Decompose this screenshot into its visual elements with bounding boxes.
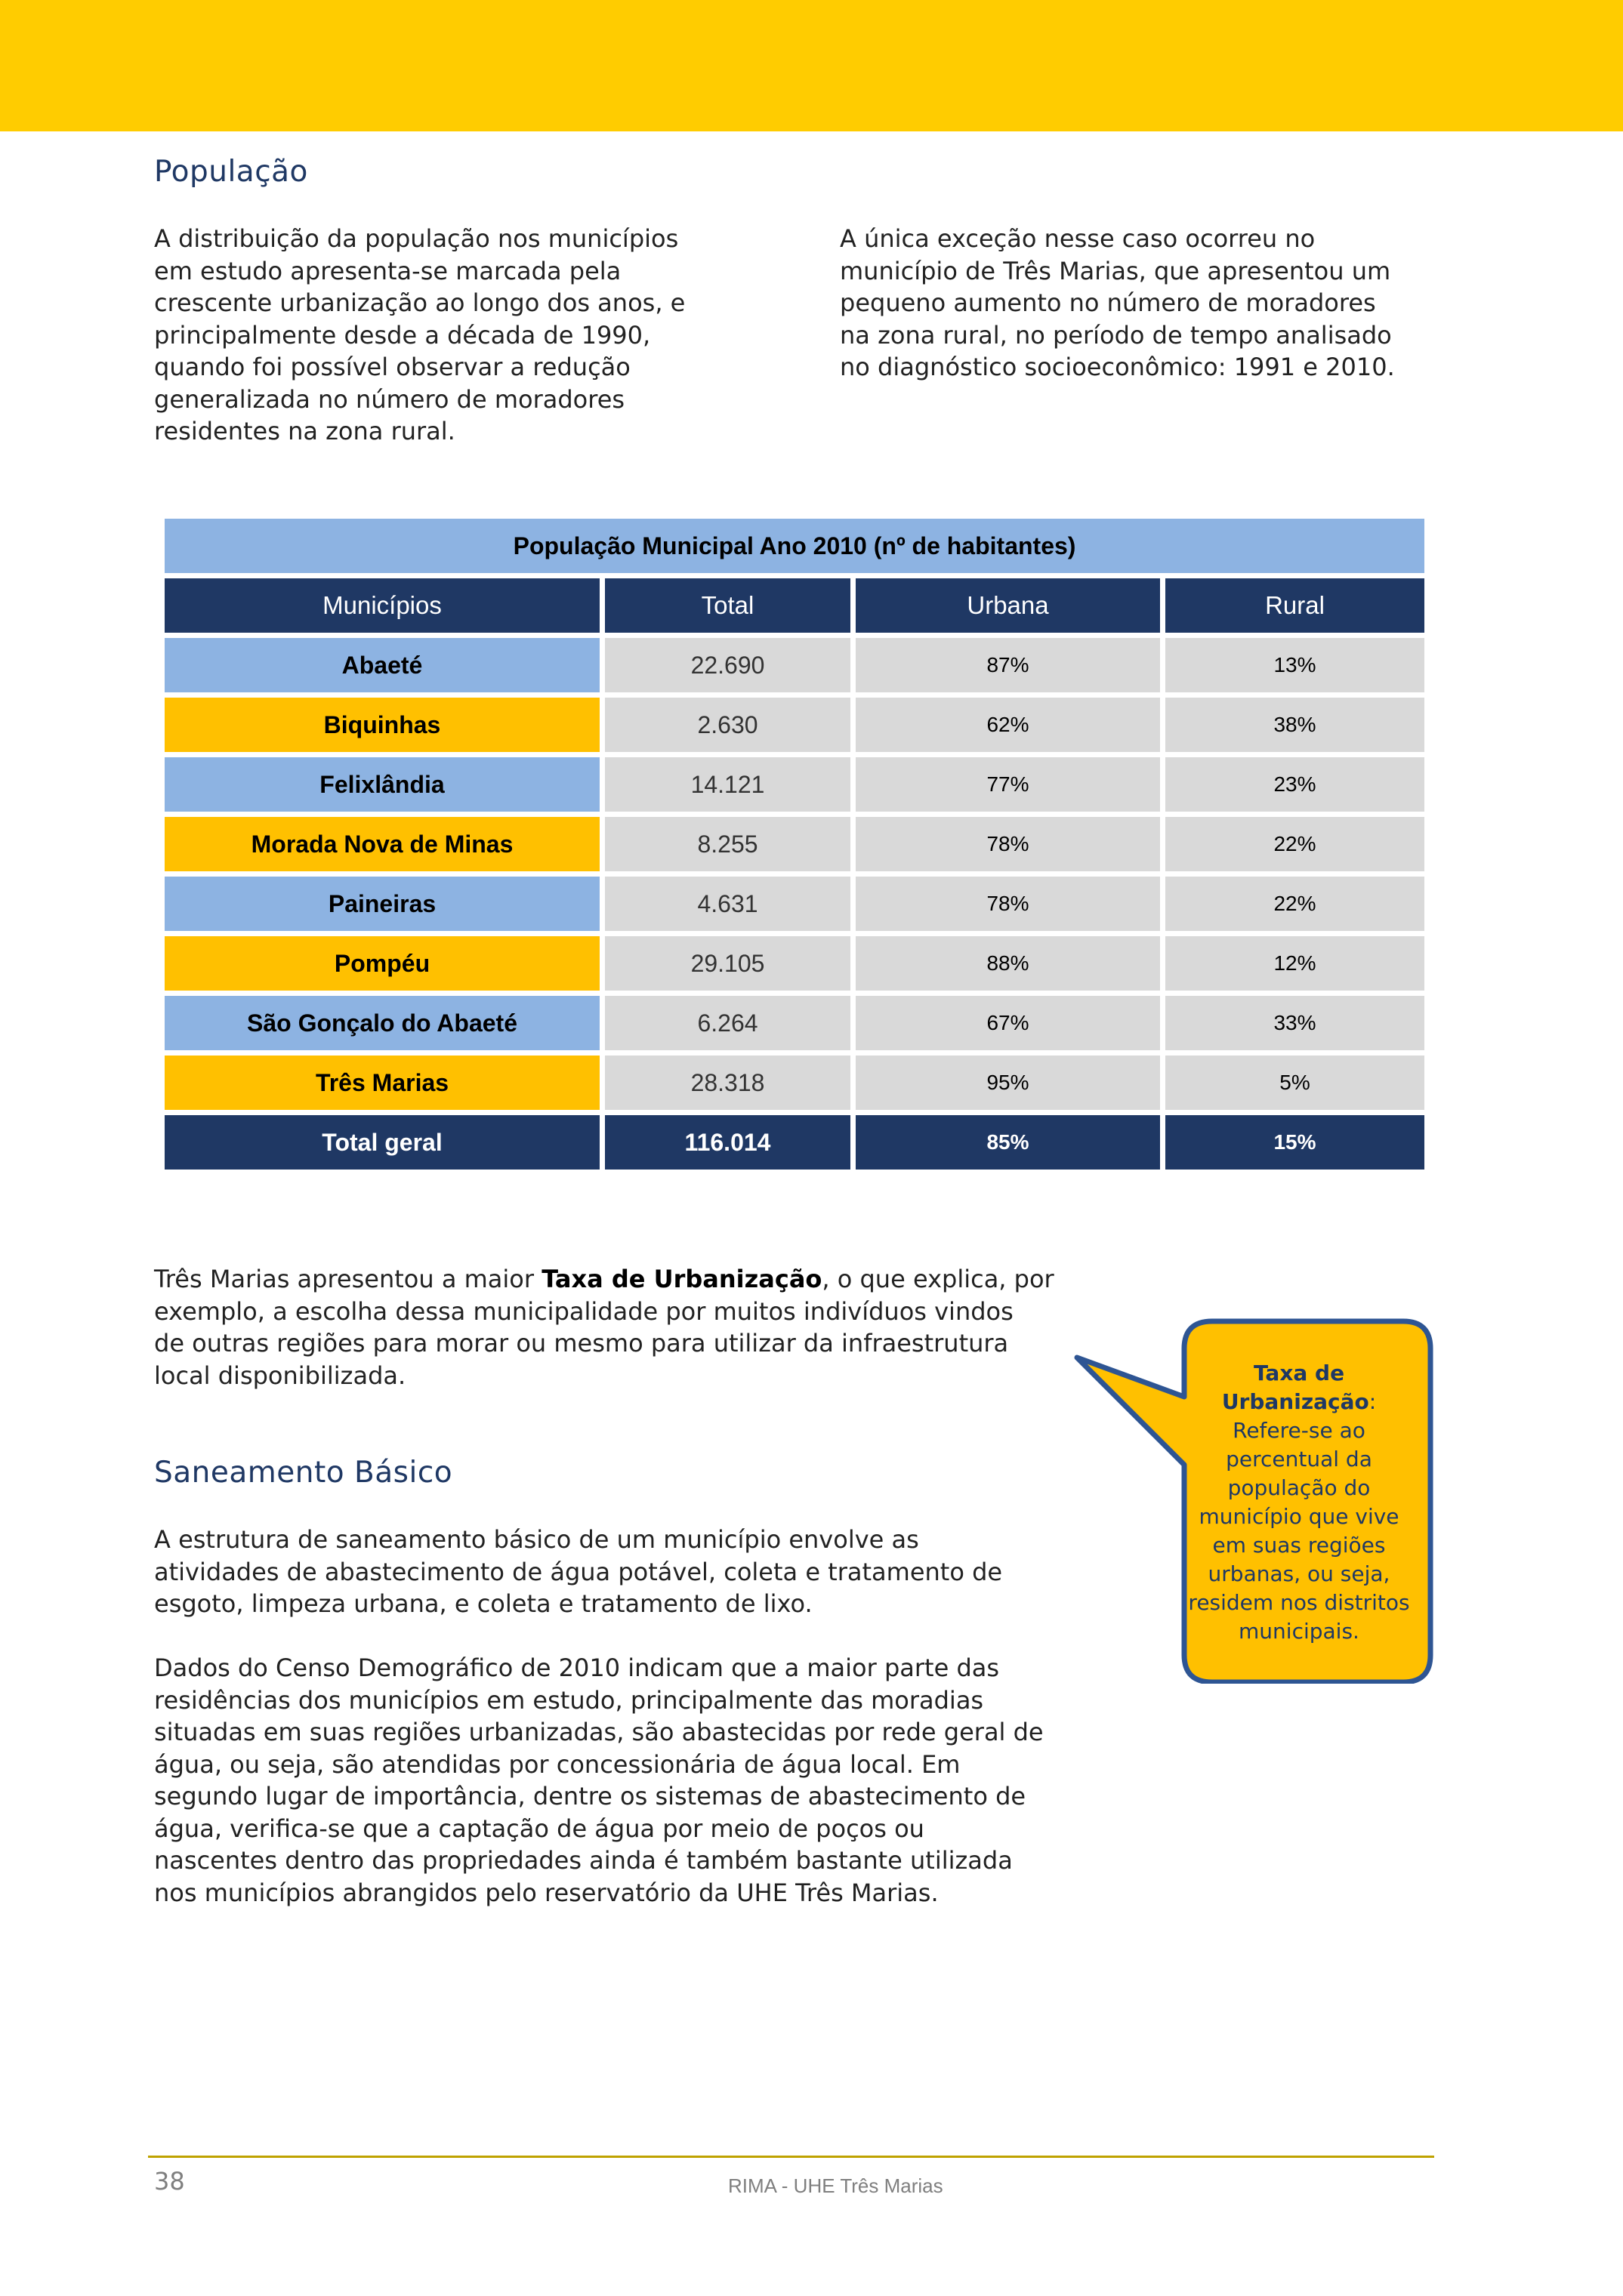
intro-right-paragraph: A única exceção nesse caso ocorreu no município de Três Marias, que apresentou um pequeno aumento no número de moradores na zona rural, no período de tempo analisado no diagnóstico socioeconômico: 1991 e 2010. — [840, 224, 1395, 381]
cell-municipio: Felixlândia — [165, 757, 600, 812]
taxa-paragraph: Três Marias apresentou a maior Taxa de Urbanização, o que explica, por exemplo, a escolha dessa municipalidade por muitos indivíduos vindos de outras regiões para morar ou mesmo para utilizar da infraestrutura local disponibilizada. — [154, 1265, 1054, 1390]
cell-rural: 22% — [1165, 817, 1424, 871]
cell-municipio: Paineiras — [165, 877, 600, 931]
cell-total: 22.690 — [605, 638, 850, 692]
cell-rural: 23% — [1165, 757, 1424, 812]
cell-rural: 33% — [1165, 996, 1424, 1050]
table-row — [165, 757, 1424, 812]
header-municipios: Municípios — [165, 578, 600, 633]
table-row — [165, 877, 1424, 931]
top-color-band — [0, 0, 1623, 131]
intro-left-paragraph: A distribuição da população nos municípios em estudo apresenta-se marcada pela crescente urbanização ao longo dos anos, e principalmente desde a década de 1990, quando foi possível observar a redução generalizada no número de moradores residentes na zona rural. — [154, 224, 686, 445]
cell-municipio: São Gonçalo do Abaeté — [165, 996, 600, 1050]
cell-rural: 13% — [1165, 638, 1424, 692]
header-total: Total — [605, 578, 850, 633]
cell-rural: 22% — [1165, 877, 1424, 931]
heading-saneamento: Saneamento Básico — [154, 1456, 453, 1490]
saneamento-paragraph-2: Dados do Censo Demográfico de 2010 indicam que a maior parte das residências dos municípios em estudo, principalmente das moradias situadas em suas regiões urbanizadas, são abastecidas por rede geral de água, ou seja, são atendidas por concessionária de água local. Em segundo lugar de importância, dentre os sistemas de abastecimento de água, verifica-se que a captação de água por meio de poços ou nascentes dentro das propriedades ainda é também bastante utilizada nos municípios abrangidos pelo reservatório da UHE Três Marias. — [154, 1653, 1044, 1907]
table-row — [165, 638, 1424, 692]
heading-populacao: População — [154, 155, 308, 189]
table-caption: População Municipal Ano 2010 (nº de habitantes) — [165, 519, 1424, 573]
callout-text: Taxa de Urbanização: Refere-se ao percentual da população do município que vive em suas regiões urbanas, ou seja, residem nos distritos municipais. — [1188, 1361, 1410, 1644]
header-rural: Rural — [1165, 578, 1424, 633]
table-header-row — [165, 578, 1424, 633]
header-urbana: Urbana — [856, 578, 1160, 633]
table-row — [165, 996, 1424, 1050]
total-value: 116.014 — [605, 1115, 850, 1170]
cell-municipio: Biquinhas — [165, 698, 600, 752]
cell-municipio: Morada Nova de Minas — [165, 817, 600, 871]
cell-urbana: 67% — [856, 996, 1160, 1050]
cell-rural: 12% — [1165, 936, 1424, 991]
table-row — [165, 817, 1424, 871]
cell-total: 28.318 — [605, 1056, 850, 1110]
table-row — [165, 1056, 1424, 1110]
cell-total: 4.631 — [605, 877, 850, 931]
saneamento-paragraph-1: A estrutura de saneamento básico de um município envolve as atividades de abastecimento de água potável, coleta e tratamento de esgoto, limpeza urbana, e coleta e tratamento de lixo. — [154, 1525, 1003, 1618]
cell-total: 14.121 — [605, 757, 850, 812]
cell-urbana: 77% — [856, 757, 1160, 812]
total-label: Total geral — [165, 1115, 600, 1170]
cell-total: 29.105 — [605, 936, 850, 991]
cell-municipio: Três Marias — [165, 1056, 600, 1110]
total-urbana: 85% — [856, 1115, 1160, 1170]
cell-urbana: 87% — [856, 638, 1160, 692]
footer-divider — [148, 2156, 1434, 2158]
cell-urbana: 78% — [856, 817, 1160, 871]
cell-rural: 38% — [1165, 698, 1424, 752]
page-number: 38 — [154, 2167, 185, 2196]
taxa-bold-term: Taxa de Urbanização — [542, 1265, 822, 1293]
cell-total: 8.255 — [605, 817, 850, 871]
cell-total: 2.630 — [605, 698, 850, 752]
cell-urbana: 88% — [856, 936, 1160, 991]
cell-municipio: Pompéu — [165, 936, 600, 991]
footer-title: RIMA - UHE Três Marias — [728, 2174, 943, 2197]
cell-urbana: 78% — [856, 877, 1160, 931]
table-row — [165, 936, 1424, 991]
cell-rural: 5% — [1165, 1056, 1424, 1110]
table-total-row — [165, 1115, 1424, 1170]
population-table — [159, 513, 1430, 1175]
cell-total: 6.264 — [605, 996, 850, 1050]
cell-urbana: 62% — [856, 698, 1160, 752]
cell-urbana: 95% — [856, 1056, 1160, 1110]
cell-municipio: Abaeté — [165, 638, 600, 692]
total-rural: 15% — [1165, 1115, 1424, 1170]
table-row — [165, 698, 1424, 752]
